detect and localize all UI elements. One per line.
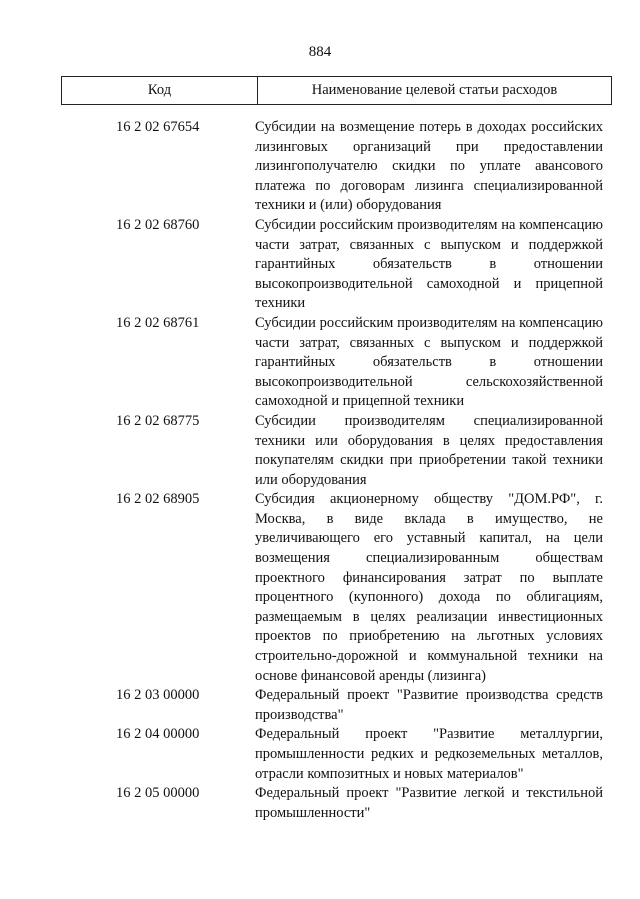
row-code: 16 2 05 00000	[116, 785, 200, 802]
table-body	[0, 118, 640, 823]
row-code: 16 2 03 00000	[116, 687, 200, 704]
row-description: Субсидии на возмещение потерь в доходах российских лизинговых организаций при предоставлении лизингополучателю скидки по уплате авансового платежа по договорам лизинга специализированной техники и (или) оборудования	[255, 119, 603, 214]
column-header-code: Код	[62, 77, 258, 104]
row-description: Субсидии российским производителям на компенсацию части затрат, связанных с выпуском и поддержкой гарантийных обязательств в отношении высокопроизводительной самоходной и прицепной техники	[255, 216, 603, 312]
row-description: Федеральный проект "Развитие производства средств производства"	[255, 687, 603, 723]
row-description: Федеральный проект "Развитие металлургии, промышленности редких и редкоземельных металлов, отрасли композитных и новых материалов"	[255, 726, 603, 782]
table-row	[0, 216, 640, 314]
table-row	[0, 686, 640, 725]
row-code: 16 2 04 00000	[116, 726, 200, 743]
row-code: 16 2 02 67654	[116, 119, 200, 135]
table-row	[0, 412, 640, 490]
row-description: Федеральный проект "Развитие легкой и текстильной промышленности"	[255, 785, 603, 821]
table-row	[0, 490, 640, 686]
page-number: 884	[308, 44, 332, 60]
row-code: 16 2 02 68760	[116, 216, 200, 233]
row-code: 16 2 02 68905	[116, 491, 200, 508]
table-row	[0, 784, 640, 823]
row-description: Субсидии российским производителям на компенсацию части затрат, связанных с выпуском и поддержкой гарантийных обязательств в отношении высокопроизводительной сельскохозяйственной самоходной и прицепной техники	[255, 314, 603, 410]
row-code: 16 2 02 68761	[116, 314, 200, 331]
row-code: 16 2 02 68775	[116, 412, 200, 429]
row-description: Субсидии производителям специализированной техники или оборудования в целях предоставления покупателям скидки при приобретении такой техники или оборудования	[255, 412, 603, 488]
table-header	[61, 76, 612, 105]
row-description: Субсидия акционерному обществу "ДОМ.РФ", г. Москва, в виде вклада в имущество, не увеличивающего его уставный капитал, на цели возмещения специализированным обществам проектного финансирования затрат по выплате процентного (купонного) дохода по облигациям, размещаемым в целях реализации инвестиционных проектов по приобретению на льготных условиях строительно-дорожной и коммунальной техники на основе финансовой аренды (лизинга)	[255, 491, 603, 684]
table-row	[0, 725, 640, 784]
column-header-name: Наименование целевой статьи расходов	[311, 82, 558, 98]
table-row	[0, 118, 640, 216]
table-row	[0, 314, 640, 412]
